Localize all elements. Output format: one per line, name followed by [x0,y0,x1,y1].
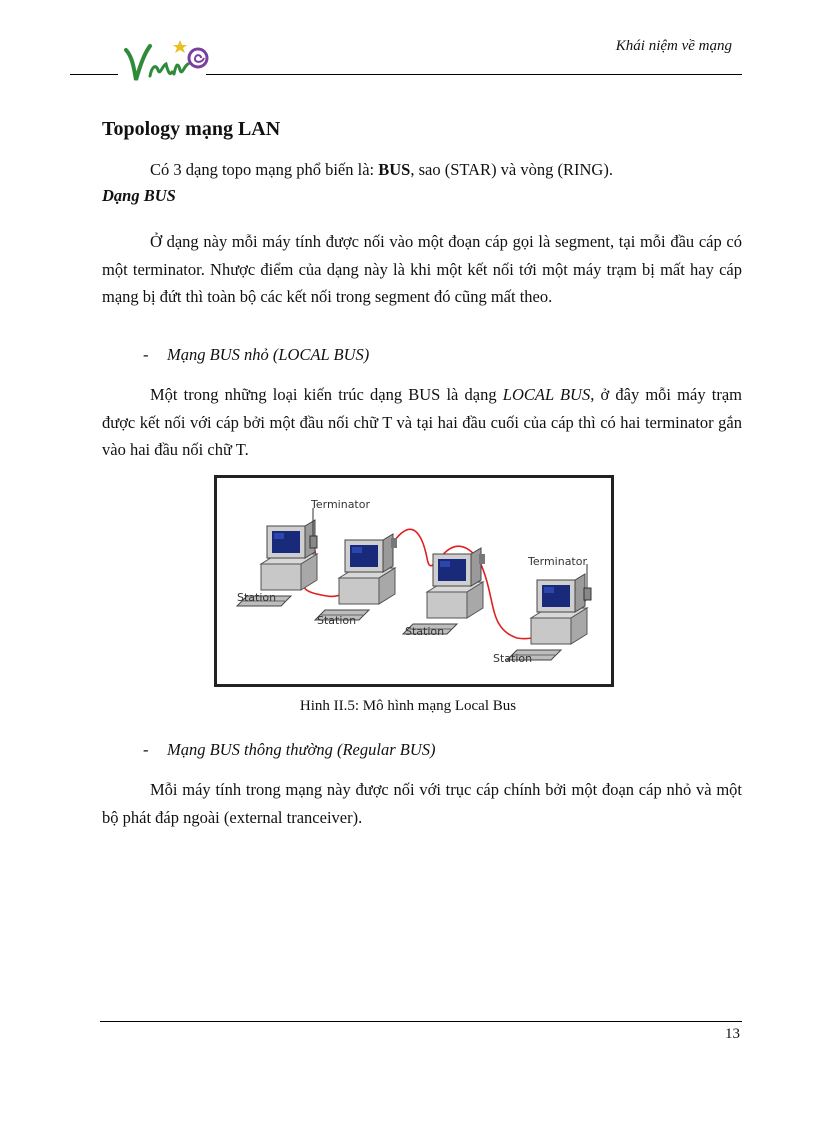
t-connector-icon [479,554,485,564]
regular-bus-heading: Mạng BUS thông thường (Regular BUS) [167,740,436,759]
station-3 [403,548,483,634]
header-title: Khái niệm về mạng [615,38,732,54]
local-bus-figure [214,475,614,687]
station-label-4: Station [493,652,533,665]
figure-caption: Hinh II.5: Mô hình mạng Local Bus [299,698,517,714]
t-connector-icon [391,538,397,548]
regular-bus-paragraph: Mỗi máy tính trong mạng này được nối với trục cáp chính bởi một đoạn cáp nhỏ và một bộ phát đáp ngoài (external tranceiver). [102,780,742,827]
intro-prefix: Có 3 dạng topo mạng phổ biến là: [150,160,379,179]
logo-vnn-icon [118,36,210,86]
header-rule-left [70,74,118,75]
header-rule-right [206,74,742,75]
intro-paragraph [102,156,742,184]
local-bus-prefix: Một trong những loại kiến trúc dạng BUS là dạng [150,385,503,404]
section-title: Topology mạng LAN [102,118,281,140]
station-label-2: Station [317,614,357,627]
footer-rule [100,1021,742,1022]
local-bus-italic: LOCAL BUS [502,385,591,404]
station-2 [315,534,395,620]
station-label-1: Station [237,591,277,604]
bullet-dash: - [143,345,149,364]
local-bus-heading: Mạng BUS nhỏ (LOCAL BUS) [167,345,370,364]
terminator-label-right: Terminator [528,555,587,568]
terminator-right-icon [584,588,591,600]
terminator-label-left: Terminator [311,498,370,511]
terminator-left-icon [310,536,317,548]
local-bus-bullet [143,345,369,365]
intro-suffix: , sao (STAR) và vòng (RING). [410,160,613,179]
local-bus-diagram [217,478,611,684]
station-4 [507,574,587,660]
bus-heading: Dạng BUS [102,186,176,205]
page-number: 13 [725,1026,740,1042]
regular-bus-bullet [143,740,435,760]
bullet-dash: - [143,740,149,759]
bus-paragraph: Ở dạng này mỗi máy tính được nối vào một đoạn cáp gọi là segment, tại mỗi đầu cáp có một terminator. Nhược điểm của dạng này là khi một kết nối tới một máy trạm bị mất hay cáp mạng bị đứt thì toàn bộ các kết nối trong segment đó cũng mất theo. [102,232,742,306]
local-bus-paragraph [102,381,742,464]
local-bus-suffix: , ở đây mỗi máy trạm được kết nối với cáp bởi một đầu nối chữ T và tại hai đầu cuối của cáp thì có hai terminator gắn vào hai đầu nối chữ T. [102,385,742,459]
station-label-3: Station [405,625,445,638]
intro-bold: BUS [378,160,411,179]
